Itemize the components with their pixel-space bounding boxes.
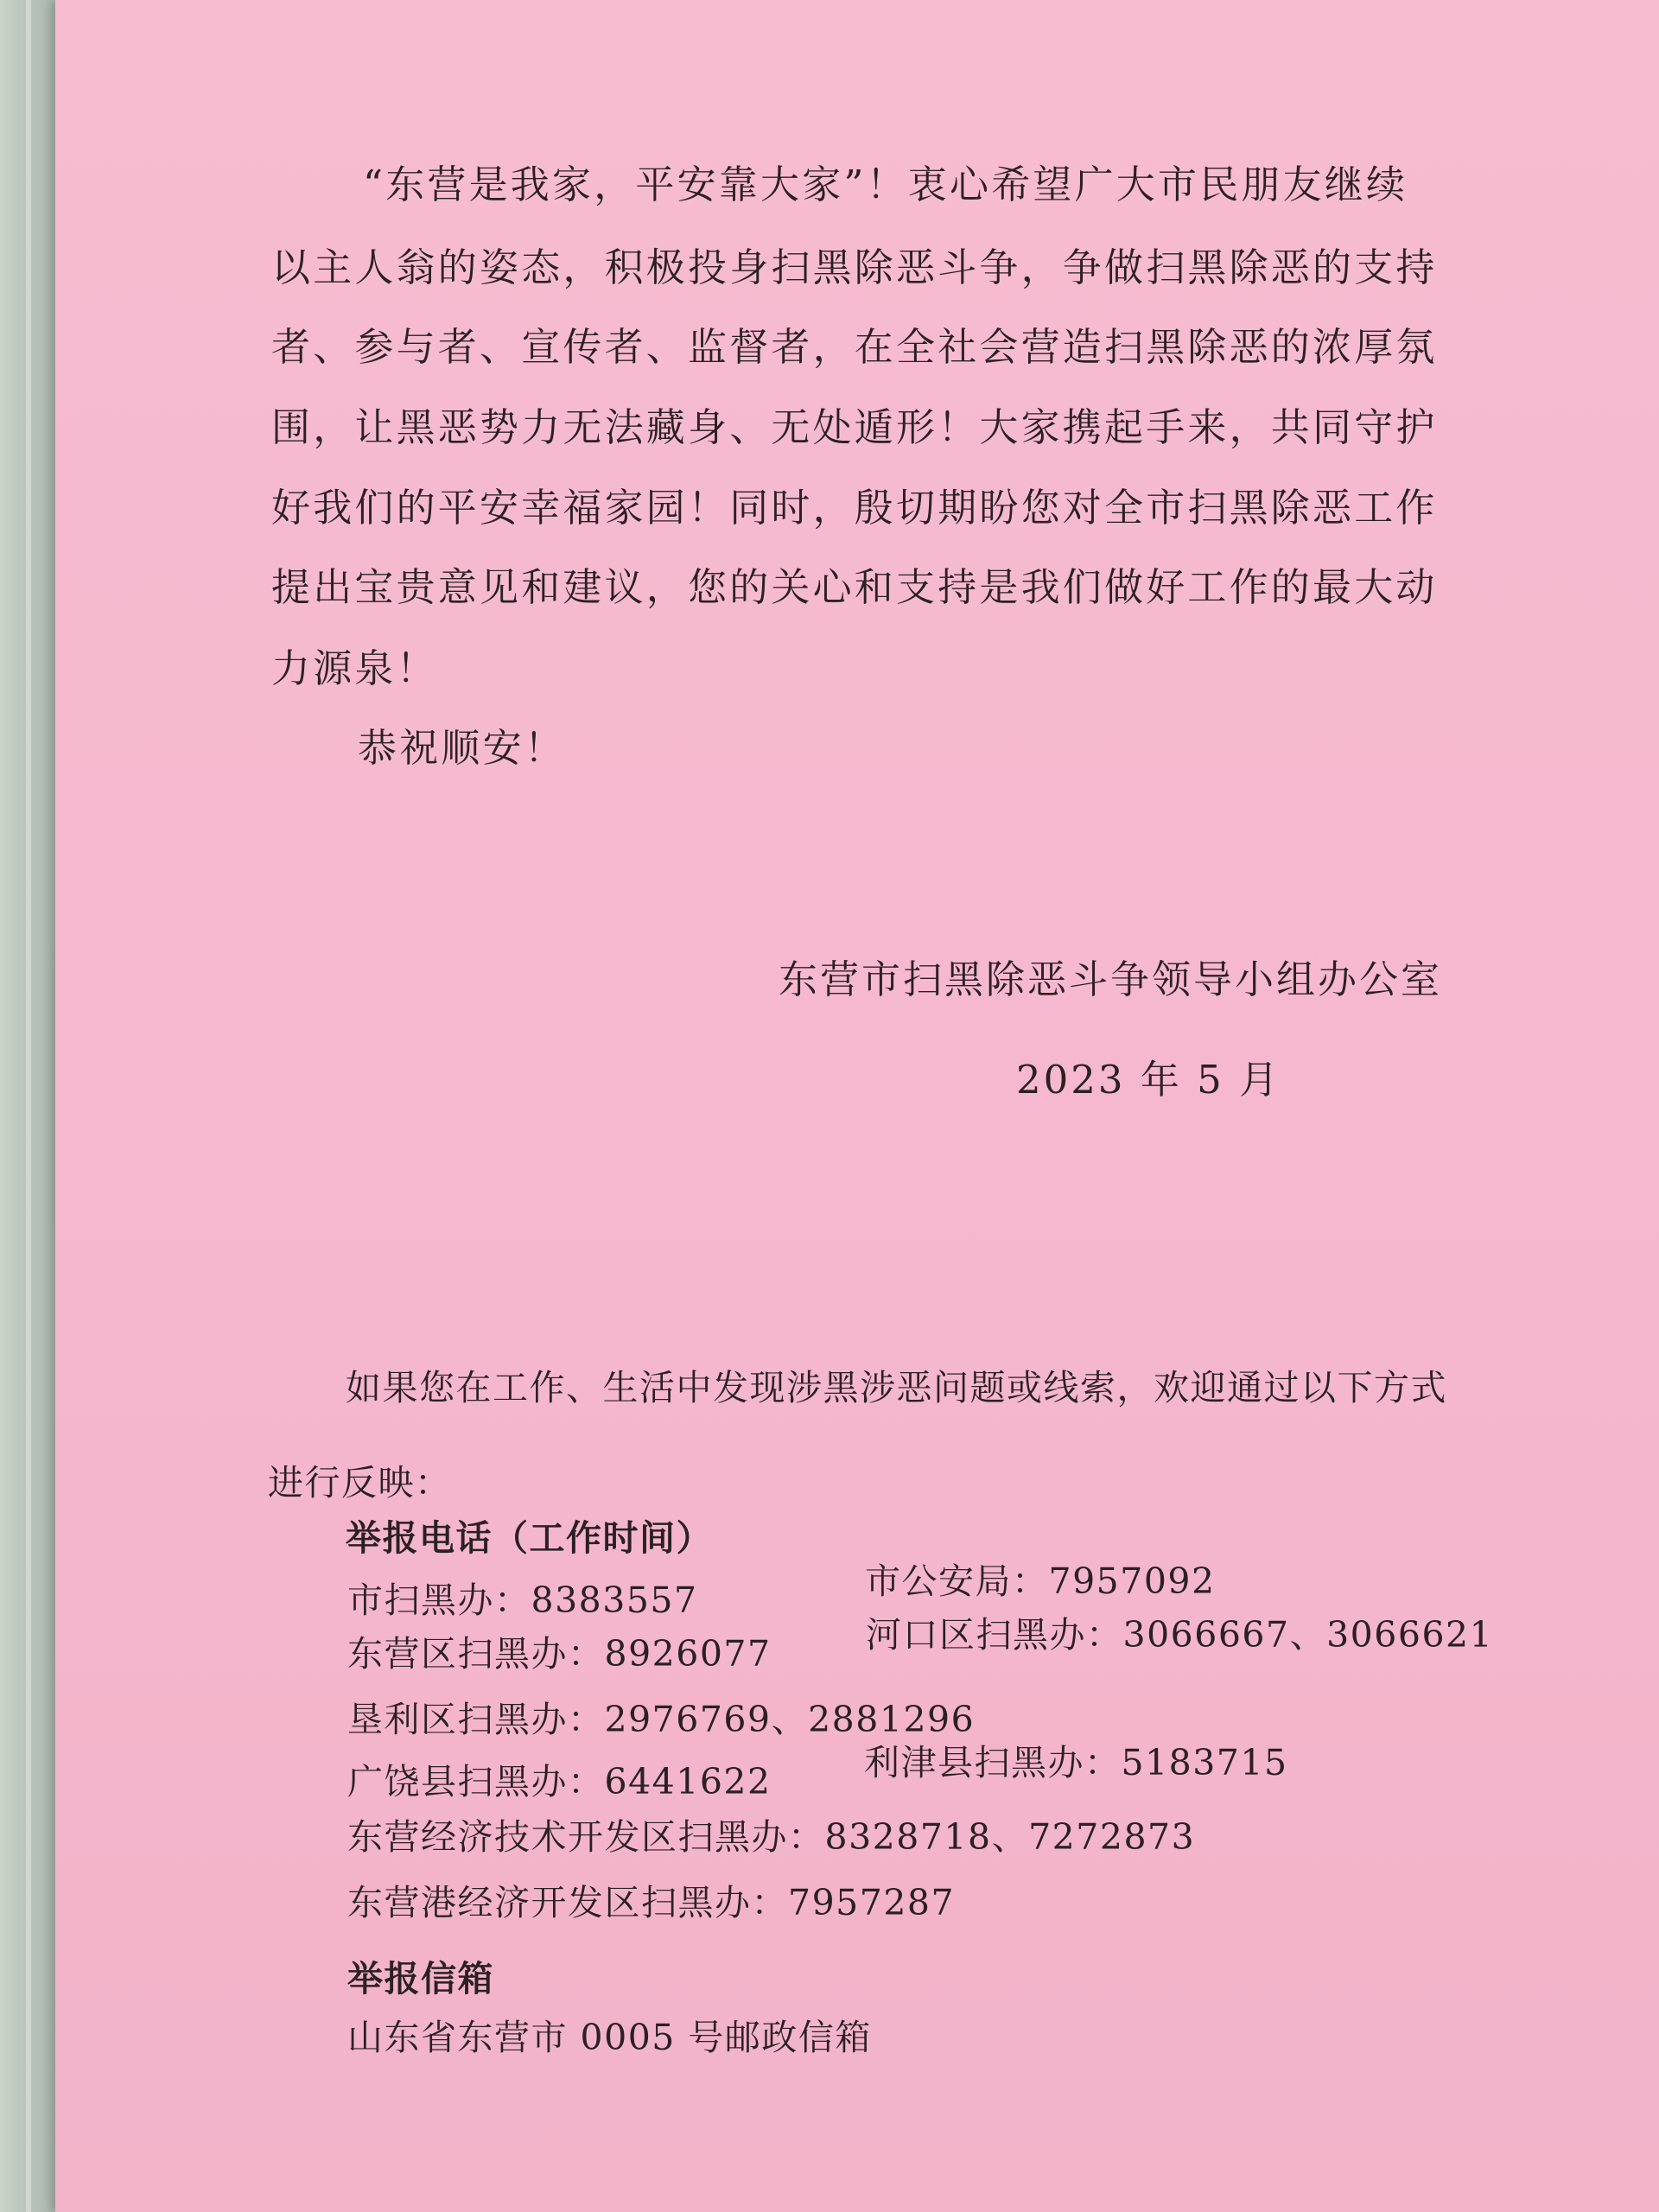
phone-kenli-district: 垦利区扫黑办：2976769、2881296 [347, 1699, 976, 1740]
letter-line-4: 围，让黑恶势力无法藏身、无处遁形！大家携起手来，共同守护 [271, 404, 1438, 450]
letter-line-2: 以主人翁的姿态，积极投身扫黑除恶斗争，争做扫黑除恶的支持 [271, 245, 1438, 290]
folder-edge [26, 0, 31, 2212]
contact-intro-line-1: 如果您在工作、生活中发现涉黑涉恶问题或线索，欢迎通过以下方式 [346, 1367, 1447, 1408]
mailbox-address: 山东省东营市 0005 号邮政信箱 [347, 2017, 872, 2058]
phone-hekou-district: 河口区扫黑办：3066667、3066621 [866, 1614, 1494, 1656]
letter-line-1: “东营是我家，平安靠大家”！衷心希望广大市民朋友继续 [363, 162, 1408, 207]
letter-line-5: 好我们的平安幸福家园！同时，殷切期盼您对全市扫黑除恶工作 [271, 485, 1438, 531]
phone-city-police: 市公安局：7957092 [865, 1560, 1216, 1602]
closing-greeting: 恭祝顺安！ [358, 725, 567, 771]
mailbox-heading: 举报信箱 [347, 1958, 494, 1999]
phone-guangrao-county: 广饶县扫黑办：6441622 [347, 1761, 772, 1802]
contact-intro-line-2: 进行反映： [268, 1462, 452, 1503]
phone-dongying-district: 东营区扫黑办：8926077 [347, 1633, 772, 1675]
signature: 东营市扫黑除恶斗争领导小组办公室 [779, 957, 1443, 1002]
phone-city-office: 市扫黑办：8383557 [347, 1580, 698, 1621]
phone-lijin-county: 利津县扫黑办：5183715 [864, 1742, 1288, 1783]
phone-econ-tech-zone: 东营经济技术开发区扫黑办：8328718、7272873 [347, 1816, 1196, 1858]
letter-line-3: 者、参与者、宣传者、监督者，在全社会营造扫黑除恶的浓厚氛 [271, 324, 1438, 370]
letter-date: 2023 年 5 月 [1016, 1057, 1281, 1103]
letter-page [55, 0, 1659, 2212]
phone-port-econ-zone: 东营港经济开发区扫黑办：7957287 [347, 1882, 956, 1923]
phone-heading: 举报电话（工作时间） [346, 1517, 713, 1559]
letter-line-7: 力源泉！ [271, 645, 438, 691]
letter-line-6: 提出宝贵意见和建议，您的关心和支持是我们做好工作的最大动 [271, 564, 1438, 610]
